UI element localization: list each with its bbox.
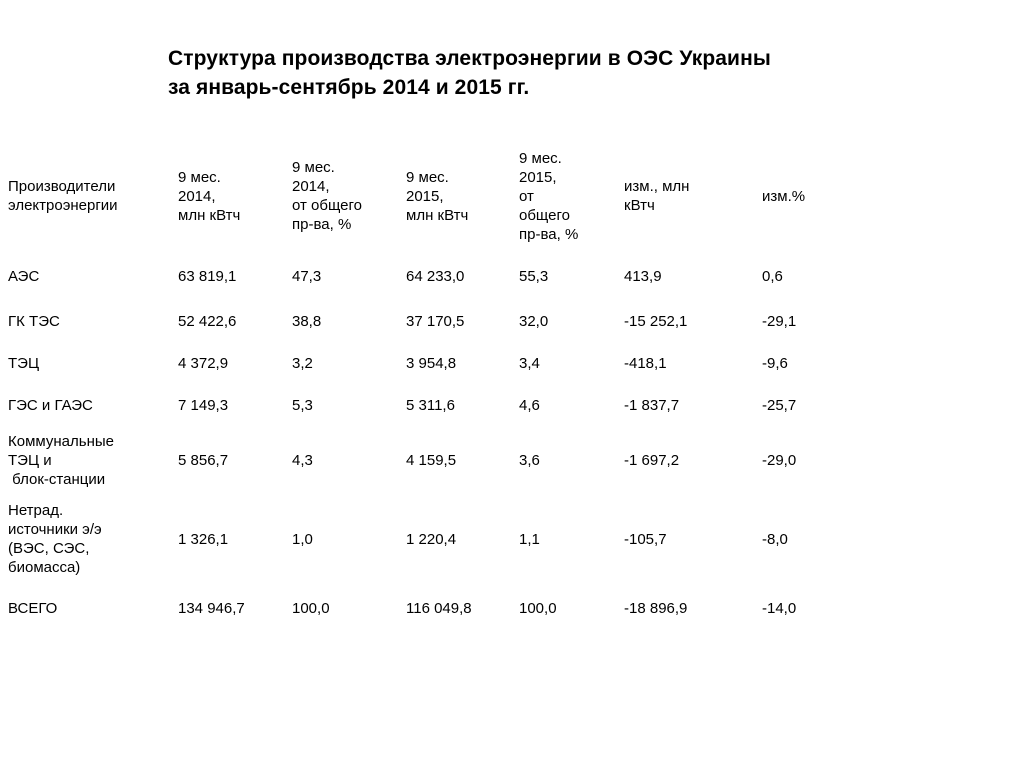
- table-row: [8, 384, 882, 426]
- value-2014-mln-kwh: 5 856,7: [178, 451, 229, 469]
- producer-label-line: блок-станции: [8, 470, 106, 488]
- value-2015-share: 32,0: [519, 312, 549, 330]
- value-2015-mln-kwh: 5 311,6: [406, 396, 455, 414]
- header-2015-share: [519, 140, 624, 252]
- header-line: изм., млн: [624, 178, 690, 195]
- value-2014-share: 4,3: [292, 451, 313, 469]
- value-2015-mln-kwh: 116 049,8: [406, 599, 472, 617]
- header-line: 2014,: [292, 178, 330, 195]
- producer-label-line: ВСЕГО: [8, 599, 58, 617]
- value-change-mln-kwh: -15 252,1: [624, 312, 688, 330]
- header-line: Производители: [8, 178, 116, 195]
- value-2014-mln-kwh: 7 149,3: [178, 396, 229, 414]
- header-line: от: [519, 187, 534, 205]
- value-change-percent: -29,1: [762, 312, 797, 330]
- value-2015-share: 100,0: [519, 599, 557, 617]
- value-2014-mln-kwh: 63 819,1: [178, 267, 237, 285]
- page-title: [168, 44, 771, 102]
- header-producers: [8, 140, 178, 252]
- producer-label: [8, 584, 178, 632]
- producer-label: [8, 342, 178, 384]
- value-2015-mln-kwh: 64 233,0: [406, 267, 465, 285]
- producer-label: [8, 252, 178, 300]
- table-row: [8, 300, 882, 342]
- value-2014-share: 47,3: [292, 267, 322, 285]
- producer-label-line: Нетрад.: [8, 502, 64, 519]
- value-change-mln-kwh: -418,1: [624, 354, 667, 372]
- value-change-mln-kwh: 413,9: [624, 267, 662, 285]
- value-change-mln-kwh: -1 697,2: [624, 451, 680, 469]
- producer-label-line: (ВЭС, СЭС,: [8, 540, 90, 557]
- value-2015-share: 3,6: [519, 451, 540, 469]
- value-change-percent: -29,0: [762, 451, 797, 469]
- header-2015-mln-kwh: [406, 140, 519, 252]
- value-2014-mln-kwh: 134 946,7: [178, 599, 245, 617]
- header-line: пр-ва, %: [519, 225, 579, 243]
- value-2015-mln-kwh: 3 954,8: [406, 354, 457, 372]
- value-change-percent: 0,6: [762, 267, 783, 285]
- value-2014-share: 3,2: [292, 354, 313, 372]
- value-2014-mln-kwh: 4 372,9: [178, 354, 229, 372]
- value-change-mln-kwh: -1 837,7: [624, 396, 680, 414]
- table-body: [8, 140, 882, 632]
- producer-label: [8, 300, 178, 342]
- value-change-mln-kwh: -18 896,9: [624, 599, 688, 617]
- producer-label-line: ТЭЦ: [8, 354, 40, 372]
- producer-label: [8, 494, 178, 584]
- producer-label-line: ГЭС и ГАЭС: [8, 396, 93, 414]
- header-line: 9 мес.: [406, 168, 449, 186]
- value-2014-mln-kwh: 1 326,1: [178, 530, 229, 548]
- header-2014-mln-kwh: [178, 140, 292, 252]
- header-change-percent: [762, 140, 882, 252]
- value-2015-mln-kwh: 4 159,5: [406, 451, 457, 469]
- header-2014-share: [292, 140, 406, 252]
- value-change-percent: -9,6: [762, 354, 788, 372]
- header-line: 9 мес.: [178, 168, 221, 186]
- header-line: электроэнергии: [8, 197, 118, 214]
- producer-label: [8, 384, 178, 426]
- value-2015-share: 3,4: [519, 354, 540, 372]
- header-line: общего: [519, 206, 570, 224]
- producer-label-line: Коммунальные: [8, 432, 114, 450]
- header-line: 2014,: [178, 187, 216, 205]
- table-row: [8, 426, 882, 494]
- header-line: 9 мес.: [519, 149, 562, 167]
- header-line: изм.%: [762, 187, 806, 205]
- value-2015-mln-kwh: 1 220,4: [406, 530, 457, 548]
- value-change-percent: -25,7: [762, 396, 797, 414]
- value-2014-mln-kwh: 52 422,6: [178, 312, 237, 330]
- title-line-2: за январь-сентябрь 2014 и 2015 гг.: [168, 76, 530, 99]
- header-line: от общего: [292, 197, 362, 214]
- header-line: 2015,: [406, 187, 444, 205]
- producer-label-line: ГК ТЭС: [8, 312, 60, 330]
- producer-label-line: биомасса): [8, 559, 81, 576]
- value-2015-share: 55,3: [519, 267, 549, 285]
- title-line-1: Структура производства электроэнергии в ОЭС Украины: [168, 47, 771, 70]
- producer-label: [8, 426, 178, 494]
- value-2015-mln-kwh: 37 170,5: [406, 312, 465, 330]
- header-line: 2015,: [519, 168, 557, 186]
- header-line: млн кВтч: [406, 206, 469, 224]
- value-2014-share: 5,3: [292, 396, 313, 414]
- production-table: [8, 140, 882, 632]
- producer-label-line: АЭС: [8, 267, 40, 285]
- value-change-percent: -8,0: [762, 530, 788, 548]
- header-change-mln-kwh: [624, 140, 762, 252]
- value-change-mln-kwh: -105,7: [624, 530, 667, 548]
- value-2014-share: 38,8: [292, 312, 322, 330]
- producer-label-line: источники э/э: [8, 521, 102, 538]
- value-2015-share: 1,1: [519, 530, 540, 548]
- header-line: 9 мес.: [292, 159, 335, 176]
- value-2015-share: 4,6: [519, 396, 540, 414]
- table-header-row: [8, 140, 882, 252]
- table-row: [8, 252, 882, 300]
- header-line: пр-ва, %: [292, 216, 352, 233]
- table-row: [8, 342, 882, 384]
- producer-label-line: ТЭЦ и: [8, 451, 52, 469]
- value-2014-share: 100,0: [292, 599, 330, 617]
- value-change-percent: -14,0: [762, 599, 797, 617]
- header-line: млн кВтч: [178, 206, 241, 224]
- table-row: [8, 584, 882, 632]
- header-line: кВтч: [624, 197, 655, 214]
- table-row: [8, 494, 882, 584]
- value-2014-share: 1,0: [292, 530, 313, 548]
